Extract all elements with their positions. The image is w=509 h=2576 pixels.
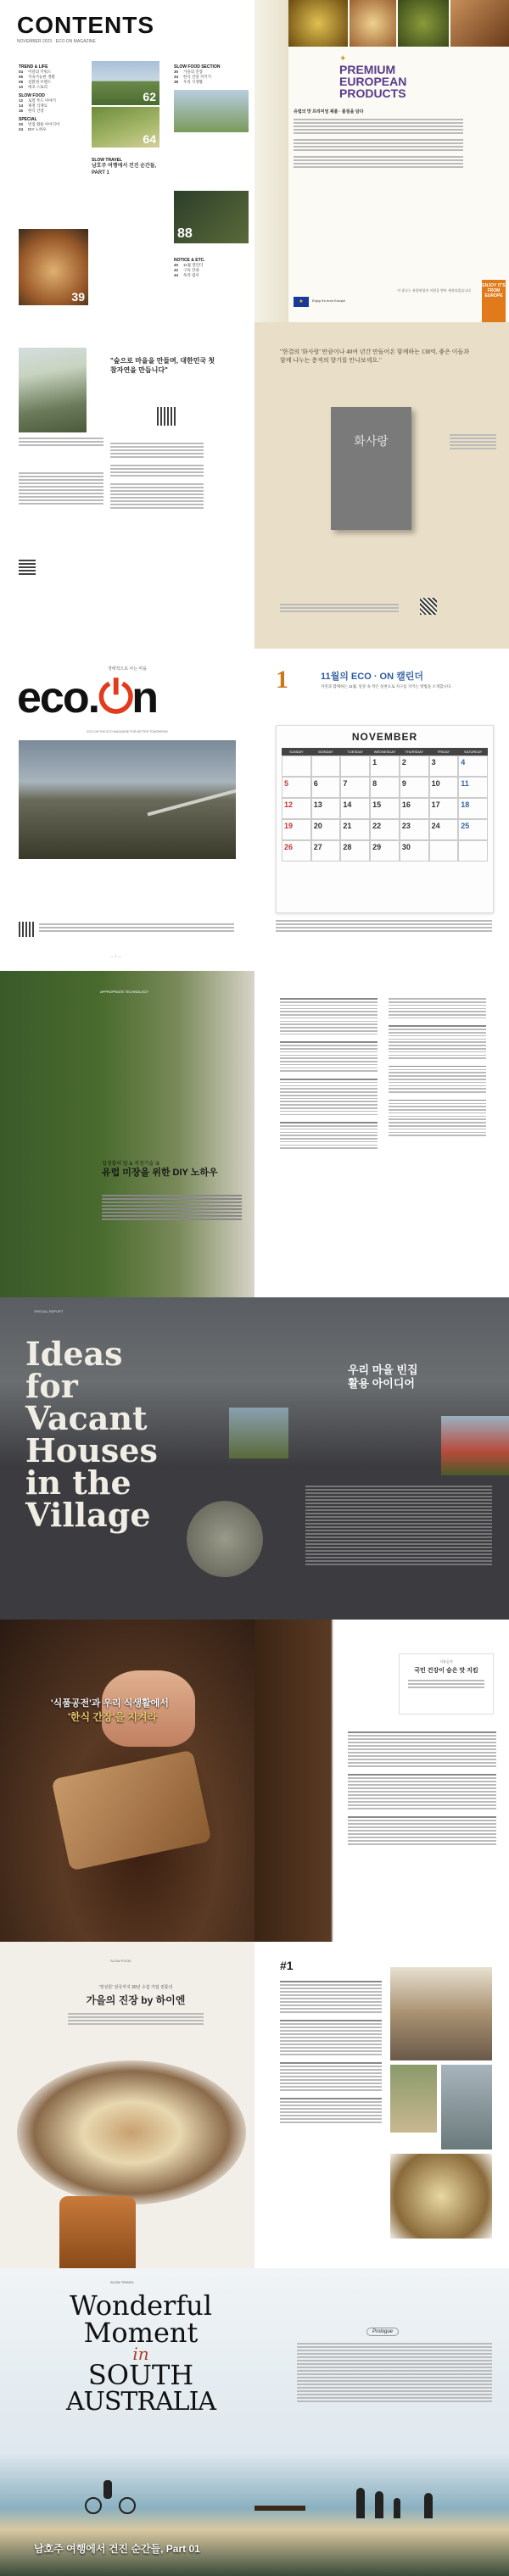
side-title: 국민 건강이 숨은 맛 지킴 (414, 1668, 478, 1674)
calendar-day: 11 (458, 777, 488, 798)
diy-section-label: APPROPRIATE TECHNOLOGY (100, 990, 149, 994)
calendar-day (458, 840, 488, 861)
slow-title: 가을의 진장 by 하이엔 (86, 1994, 186, 2006)
title-ko-line: 활용 아이디어 (348, 1377, 415, 1390)
ad-photo-olives (398, 0, 449, 47)
diy-title-sub: 집생활의 말 & 적정기술 ⑤ (102, 1162, 160, 1167)
spread-diy (0, 971, 509, 1297)
weekday-header: TUESDAY (340, 748, 370, 756)
page-number: — 7 — (110, 954, 121, 958)
calendar-day: 13 (311, 798, 341, 819)
logo-text: n (131, 673, 157, 722)
calendar-day (311, 756, 341, 777)
table-photo (390, 2065, 437, 2133)
calendar-notes (276, 918, 492, 934)
logo-line: PRODUCTS (339, 86, 406, 100)
calendar-day: 27 (311, 840, 341, 861)
heading-number: #1 (280, 1959, 294, 1972)
book-footer (280, 602, 399, 614)
toc-section-head: SPECIAL (19, 117, 37, 122)
title-line: Moment (83, 2317, 199, 2349)
calendar-day: 19 (282, 819, 311, 840)
village-quote: "숲으로 마을을 만들며, 대한민국 첫 참자연을 만듭니다" (110, 357, 215, 374)
toc-item[interactable]: 34 한식 간장 지키기 (174, 75, 211, 79)
contents-photo-jar (174, 191, 249, 243)
calendar-card (276, 725, 494, 913)
ad-photo-leaf (255, 0, 288, 322)
weekday-header: FRIDAY (429, 748, 459, 756)
toc-item[interactable]: 10 에코 스토리 (19, 85, 48, 89)
contents-photo-tree (174, 90, 249, 132)
contents-photo-village (92, 61, 159, 105)
toc-section-head: NOTICE & ETC. (174, 258, 205, 263)
shelf-photo (390, 1967, 492, 2060)
page-badge: 88 (177, 226, 193, 241)
premium-logo-star-icon: ✦ (339, 54, 347, 64)
toc-item[interactable]: 12 로컬 푸드 이야기 (19, 98, 56, 103)
travel-title (22, 2289, 260, 2417)
ad-photo-cheese (350, 0, 396, 47)
calendar-day: 25 (458, 819, 488, 840)
calendar-title: 11월의 ECO · ON 캘린더 (321, 672, 423, 682)
title-line: in the (25, 1464, 131, 1502)
weekday-header: WEDNESDAY (370, 748, 400, 756)
title-line: Wonderful (70, 2289, 212, 2322)
calendar-month: NOVEMBER (351, 731, 418, 743)
toc-section-head: SLOW FOOD SECTION (174, 64, 221, 70)
power-icon: ⏻ (98, 673, 132, 722)
diy-title: 유럽 미장을 위한 DIY 노하우 (102, 1168, 218, 1178)
eco-cover-page (0, 649, 255, 971)
prologue-label: Prologue (366, 2328, 399, 2336)
feature-label: SLOW TRAVEL (92, 158, 123, 163)
diy-column-1 (280, 996, 378, 1151)
toc-item[interactable]: 24 DIY 노하우 (19, 127, 47, 131)
calendar-day: 26 (282, 840, 311, 861)
toc-item[interactable]: 42 구독 안내 (174, 268, 199, 272)
spread-south-australia (0, 2268, 509, 2576)
calendar-day: 3 (429, 756, 459, 777)
toc-item[interactable]: 20 빈집 활용 아이디어 (19, 122, 60, 126)
weekday-header: SATURDAY (458, 748, 488, 756)
contents-photo-food (19, 229, 88, 305)
page-badge: 64 (143, 132, 156, 146)
calendar-page (255, 649, 509, 971)
calendar-day: 23 (400, 819, 429, 840)
toc-item[interactable]: 38 우리 식생활 (174, 80, 203, 84)
eco-tagline: 생태적으로 사는 마을 (107, 666, 148, 672)
calendar-desc: 자연과 함께하는 11월, 일상 속 작은 실천으로 지구를 지키는 방법을 소개합니다. (321, 684, 452, 689)
bench-shape (255, 2506, 305, 2511)
vacant-body (305, 1484, 492, 1567)
contents-title: CONTENTS (17, 12, 154, 38)
toc-item[interactable]: 30 가을의 진장 (174, 70, 203, 74)
toc-item[interactable]: 16 한식 간장 (19, 109, 44, 113)
soy-text-page (255, 1620, 509, 1942)
side-tag: ENJOY IT'S FROM EUROPE (482, 280, 506, 322)
ad-photo-oil (288, 0, 348, 47)
village-caption (19, 436, 103, 448)
book-title: 화사랑 (354, 436, 389, 449)
weekday-header: SUNDAY (282, 748, 311, 756)
title-line: AUSTRALIA (65, 2387, 216, 2417)
slow-food-photo-page (0, 1942, 255, 2268)
premium-body (294, 117, 463, 170)
travel-title-ko: 남호주 여행에서 건진 순간들, Part 01 (34, 2543, 200, 2555)
toc-left-column (19, 61, 70, 132)
diy-text-page (255, 971, 509, 1297)
book-page (255, 322, 509, 649)
ad-footer-note: 이 광고는 유럽연합의 지원을 받아 제작되었습니다 (397, 288, 471, 293)
book-quote: "한결의 '화사랑' 만큼이나 40여 년간 만들어온 함께하는 138억, 좋은 이들과 함께 나누는 층적의 향기를 만나보세요." (280, 348, 469, 364)
village-article-page (0, 322, 255, 649)
soy-photo-page (0, 1620, 255, 1942)
premium-headline: 유럽의 맛 프리미엄 제품 · 품질을 담다 (294, 109, 364, 114)
premium-ad-page (255, 0, 509, 322)
village-body-left (19, 471, 103, 506)
calendar-day (282, 756, 311, 777)
toc-notice (174, 254, 250, 278)
logo-line: PREMIUM (339, 63, 396, 76)
calendar-day: 22 (370, 819, 400, 840)
calendar-day: 7 (340, 777, 370, 798)
fermented-block (51, 1750, 211, 1871)
qr-code-icon[interactable] (19, 922, 34, 937)
calendar-day: 24 (429, 819, 459, 840)
toc-section-head: TREND & LIFE (19, 64, 48, 70)
weekday-header: MONDAY (311, 748, 341, 756)
title-line: Vacant (25, 1399, 148, 1437)
calendar-day: 20 (311, 819, 341, 840)
calendar-day: 15 (370, 798, 400, 819)
calendar-day: 12 (282, 798, 311, 819)
calendar-day: 29 (370, 840, 400, 861)
spread-contents (0, 0, 509, 322)
toc-item[interactable]: 44 독자 엽서 (174, 273, 199, 277)
spread-slow-food (0, 1942, 509, 2268)
calendar-grid (282, 748, 488, 861)
spread-vacant-houses (0, 1297, 509, 1620)
spread-village-book (0, 322, 509, 649)
village-body-right (110, 441, 204, 510)
page-badge: 62 (143, 90, 156, 103)
eco-landscape-photo (19, 740, 236, 859)
toc-item[interactable]: 14 제철 식재료 (19, 103, 48, 108)
contents-page (0, 0, 255, 322)
chair-photo (59, 2196, 136, 2268)
slow-section-label: SLOW FOOD (110, 1959, 131, 1963)
travel-section-label: SLOW TRAVEL (110, 2280, 135, 2284)
toc-item[interactable]: 40 11월 캘린더 (174, 263, 204, 267)
calendar-day: 30 (400, 840, 429, 861)
spread-eco-calendar (0, 649, 509, 971)
title-line: Houses (25, 1431, 158, 1469)
calendar-day: 21 (340, 819, 370, 840)
contents-subtitle: NOVEMBER 2023 · ECO.ON MAGAZINE (17, 39, 96, 44)
village-photo (19, 348, 87, 432)
cyclist-silhouette (85, 2480, 136, 2514)
calendar-day: 18 (458, 798, 488, 819)
soy-title-1: '식품공전'과 우리 식생활에서 (51, 1698, 169, 1709)
qr-code-icon[interactable] (157, 407, 176, 426)
premium-logo (339, 54, 424, 99)
calendar-day: 1 (370, 756, 400, 777)
title-line: in (132, 2344, 149, 2364)
page-badge: 39 (71, 290, 85, 304)
road-shape (148, 787, 236, 817)
slow-intro (68, 2011, 204, 2027)
vacant-photo-inset-1 (229, 1408, 288, 1458)
toc-section-head: SLOW FOOD (19, 93, 45, 98)
toc-item[interactable]: 06 지속가능한 생활 (19, 75, 55, 79)
soy-title-2: '한식 간장'을 지켜라 (68, 1711, 158, 1723)
toc-item[interactable]: 08 친환경 브랜드 (19, 80, 52, 84)
logo-text: eco. (17, 673, 99, 722)
calendar-day: 14 (340, 798, 370, 819)
book-cover (331, 407, 411, 530)
toc-right-column (174, 61, 250, 132)
side-label: 식품공전 (439, 1659, 453, 1664)
diy-photo-page (0, 971, 255, 1297)
title-line: Ideas (25, 1335, 123, 1373)
diy-column-2 (389, 996, 486, 1138)
bowl-photo (390, 2154, 492, 2239)
book-side-text (450, 432, 496, 451)
calendar-day: 8 (370, 777, 400, 798)
calendar-number: 1 (276, 666, 288, 694)
people-silhouettes (356, 2484, 458, 2518)
logo-line: EUROPEAN (339, 75, 407, 88)
vacant-title-ko (348, 1363, 418, 1391)
calendar-day: 5 (282, 777, 311, 798)
calendar-day: 17 (429, 798, 459, 819)
calendar-day: 10 (429, 777, 459, 798)
diy-intro (102, 1193, 242, 1222)
contents-photo-field (92, 107, 159, 148)
eu-flag-icon: ★ (294, 297, 309, 307)
side-box (399, 1653, 494, 1715)
qr-code-icon[interactable] (19, 558, 36, 575)
calendar-day: 4 (458, 756, 488, 777)
slow-kicker: '정성원' 전국각지 30년 수집 가업 전통의 (98, 1985, 173, 1990)
calendar-day: 6 (311, 777, 341, 798)
weekday-header: THURSDAY (400, 748, 429, 756)
title-ko-line: 우리 마을 빈집 (348, 1363, 418, 1376)
feature-title[interactable]: 남호주 여행에서 건진 순간들, PART 1 (92, 164, 157, 176)
table-spread-photo (17, 2060, 246, 2205)
title-line: SOUTH (87, 2359, 194, 2391)
slow-food-text-page (255, 1942, 509, 2268)
eco-body (39, 922, 234, 934)
vacant-section-label: SPECIAL REPORT (34, 1309, 64, 1313)
eco-logo (17, 672, 157, 724)
vacant-photo-inset-2 (441, 1416, 509, 1475)
eu-text: Enjoy it's from Europe (312, 298, 346, 303)
toc-feature (92, 154, 159, 176)
vacant-title-en (25, 1335, 229, 1534)
calendar-day: 9 (400, 777, 429, 798)
title-line: for (25, 1367, 78, 1405)
slow-body (280, 1979, 382, 2125)
soy-body (348, 1730, 496, 1847)
interior-photo (441, 2065, 492, 2149)
calendar-day (340, 756, 370, 777)
calendar-day: 28 (340, 840, 370, 861)
eco-tagline-sub: ECO-ON THE ECO MAGAZINE FOR BETTER TOMORROW (87, 730, 168, 733)
calendar-day: 2 (400, 756, 429, 777)
spread-soy-sauce (0, 1620, 509, 1942)
ad-photo-bread (450, 0, 509, 47)
toc-item[interactable]: 04 이달의 키워드 (19, 70, 52, 74)
calendar-day (429, 840, 459, 861)
travel-body (297, 2341, 492, 2404)
qr-code-icon[interactable] (420, 598, 437, 615)
title-line: Village (25, 1496, 151, 1534)
calendar-day: 16 (400, 798, 429, 819)
